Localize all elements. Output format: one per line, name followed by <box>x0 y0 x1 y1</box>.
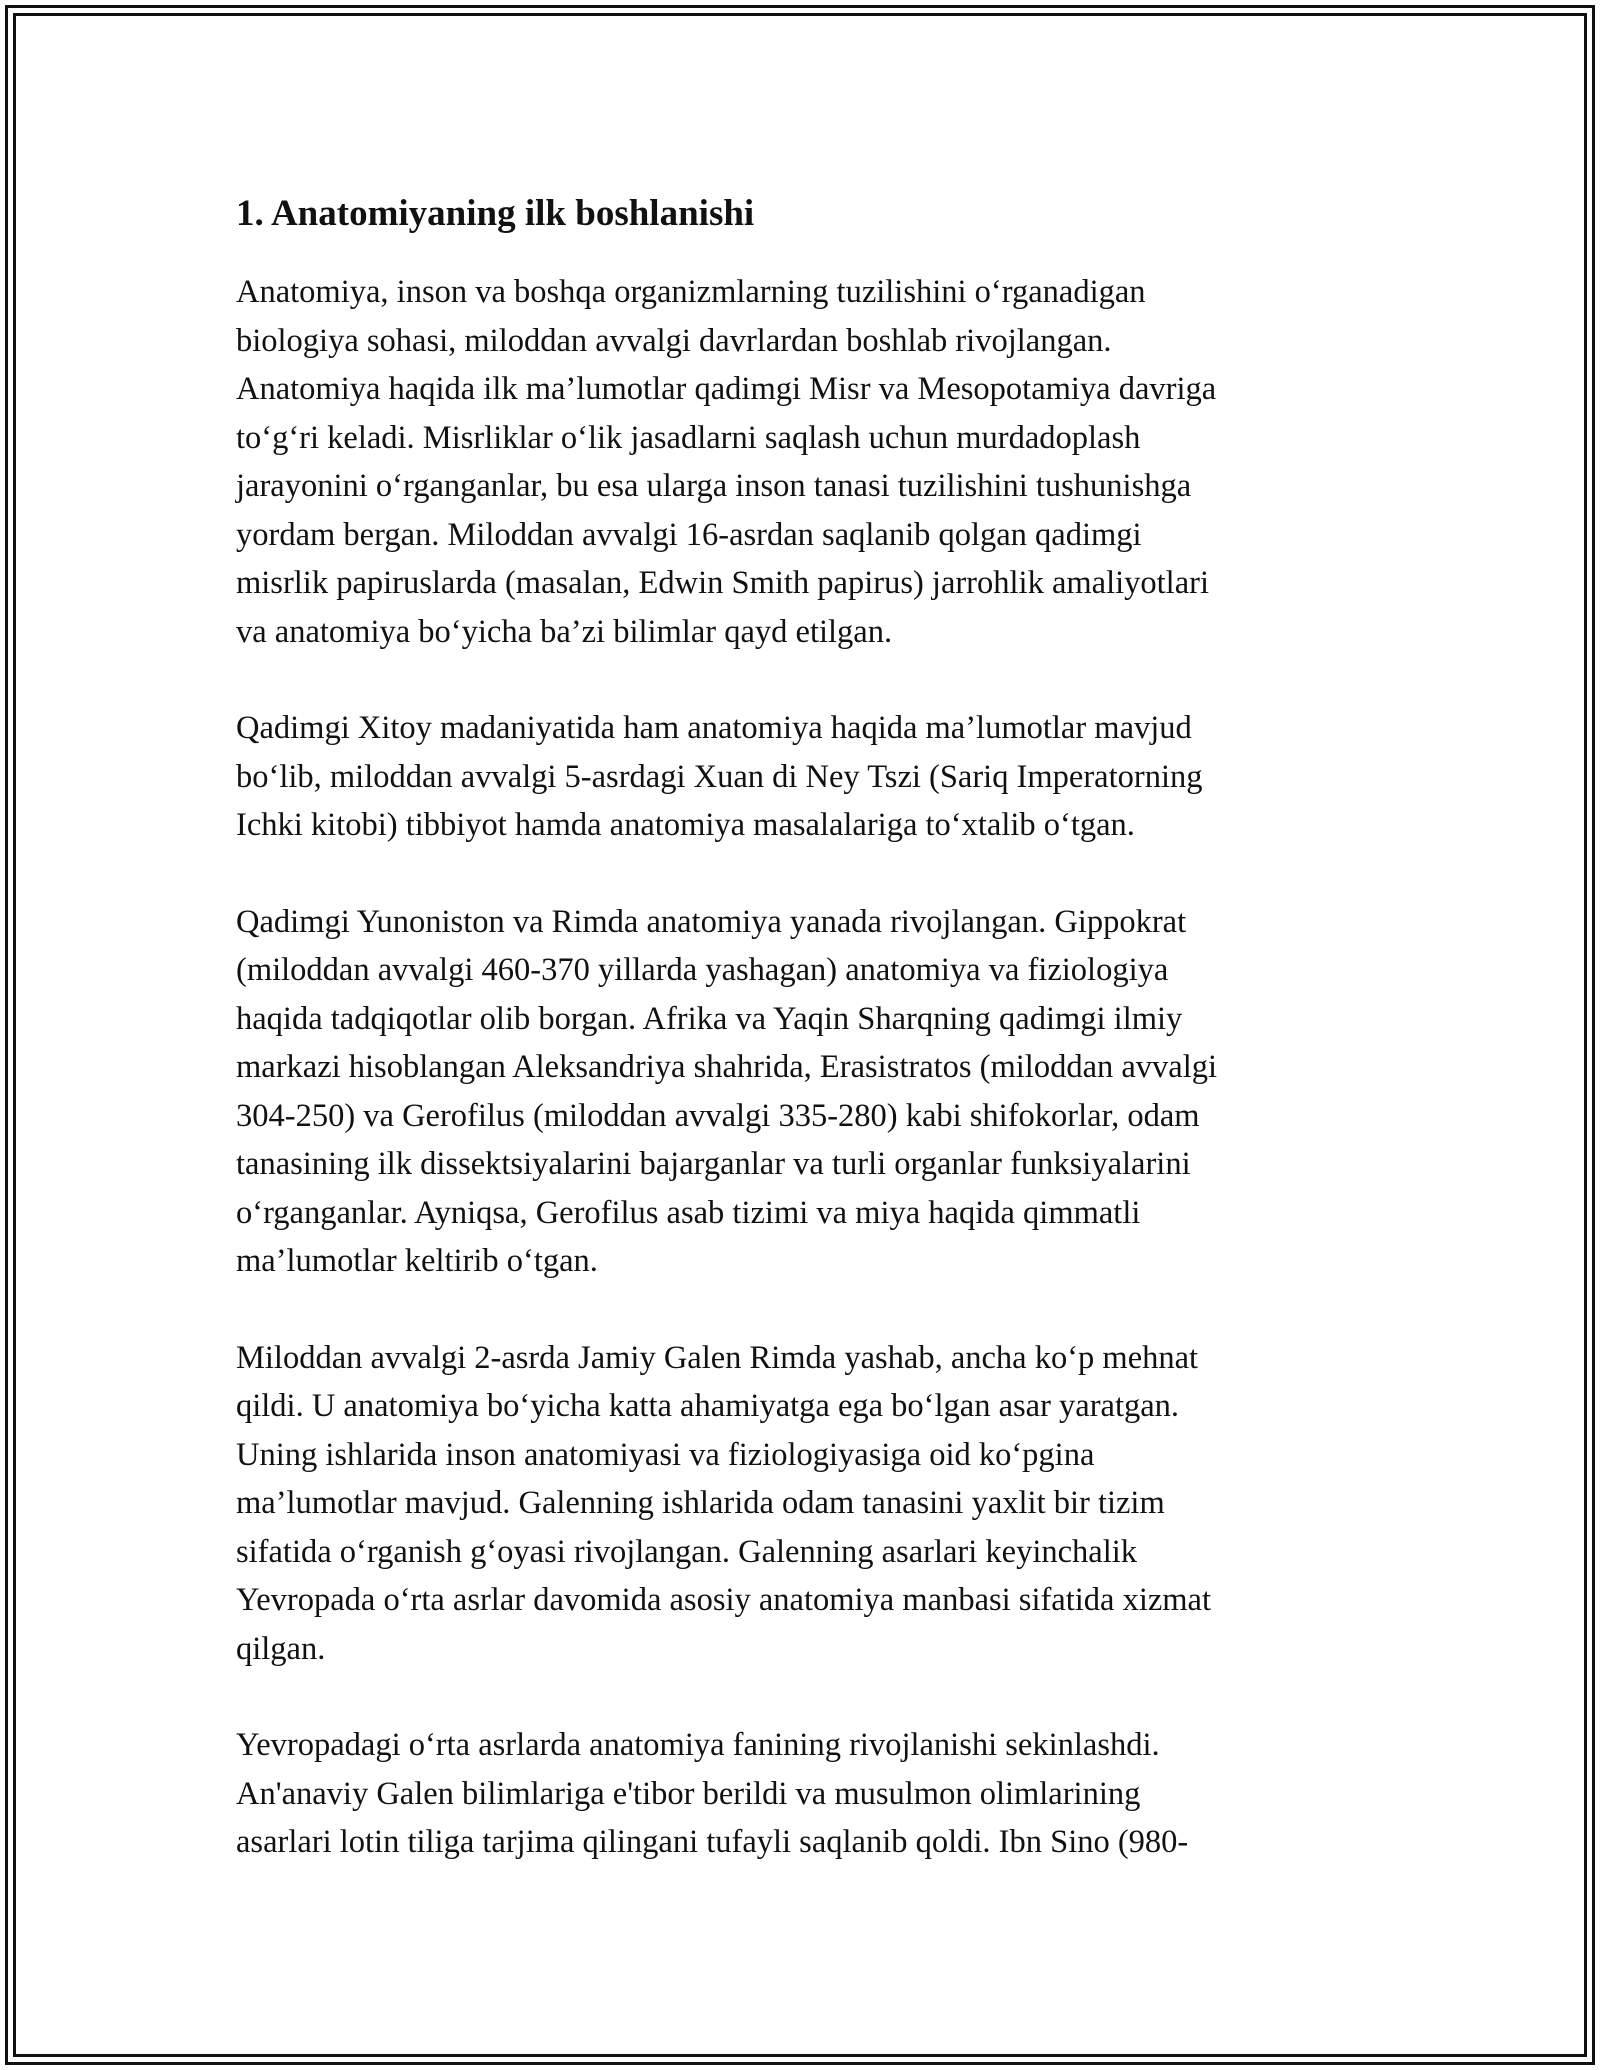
paragraph-egypt: Anatomiya, inson va boshqa organizmlarning tuzilishini o‘rganadigan biologiya sohasi, miloddan avvalgi davrlardan boshlab rivojlangan. Anatomiya haqida ilk ma’lumotlar qadimgi Misr va Mesopotamiya davriga to‘g‘ri keladi. Misrliklar o‘lik jasadlarni saqlash uchun murdadoplash jarayonini o‘rganganlar, bu esa ularga inson tanasi tuzilishini tushunishga yordam bergan. Miloddan avvalgi 16-asrdan saqlanib qolgan qadimgi misrlik papiruslarda (masalan, Edwin Smith papirus) jarrohlik amaliyotlari va anatomiya bo‘yicha ba’zi bilimlar qayd etilgan. <box>236 274 1217 650</box>
paragraph-greece-rome: Qadimgi Yunoniston va Rimda anatomiya yanada rivojlangan. Gippokrat (miloddan avvalgi 460-370 yillarda yashagan) anatomiya va fiziologiya haqida tadqiqotlar olib borgan. Afrika va Yaqin Sharqning qadimgi ilmiy markazi hisoblangan Aleksandriya shahrida, Erasistratos (miloddan avvalgi 304-250) va Gerofilus (miloddan avvalgi 335-280) kabi shifokorlar, odam tanasining ilk dissektsiyalarini bajarganlar va turli organlar funksiyalarini o‘rganganlar. Ayniqsa, Gerofilus asab tizimi va miya haqida qimmatli ma’lumotlar keltirib o‘tgan. <box>236 903 1218 1279</box>
paragraph-china: Qadimgi Xitoy madaniyatida ham anatomiya haqida ma’lumotlar mavjud bo‘lib, miloddan avvalgi 5-asrdagi Xuan di Ney Tszi (Sariq Imperatorning Ichki kitobi) tibbiyot hamda anatomiya masalalariga to‘xtalib o‘tgan. <box>236 710 1203 843</box>
document-body <box>236 186 1356 1915</box>
paragraph-galen: Miloddan avvalgi 2-asrda Jamiy Galen Rimda yashab, ancha ko‘p mehnat qildi. U anatomiya bo‘yicha katta ahamiyatga ega bo‘lgan asar yaratgan. Uning ishlarida inson anatomiyasi va fiziologiyasiga oid ko‘pgina ma’lumotlar mavjud. Galenning ishlarida odam tanasini yaxlit bir tizim sifatida o‘rganish g‘oyasi rivojlangan. Galenning asarlari keyinchalik Yevropada o‘rta asrlar davomida asosiy anatomiya manbasi sifatida xizmat qilgan. <box>236 1339 1212 1667</box>
section-heading: 1. Anatomiyaning ilk boshlanishi <box>236 193 755 234</box>
paragraph-middle-ages: Yevropadagi o‘rta asrlarda anatomiya fanining rivojlanishi sekinlashdi. An'anaviy Galen bilimlariga e'tibor berildi va musulmon olimlarining asarlari lotin tiliga tarjima qilingani tufayli saqlanib qoldi. Ibn Sino (980- <box>236 1727 1189 1860</box>
